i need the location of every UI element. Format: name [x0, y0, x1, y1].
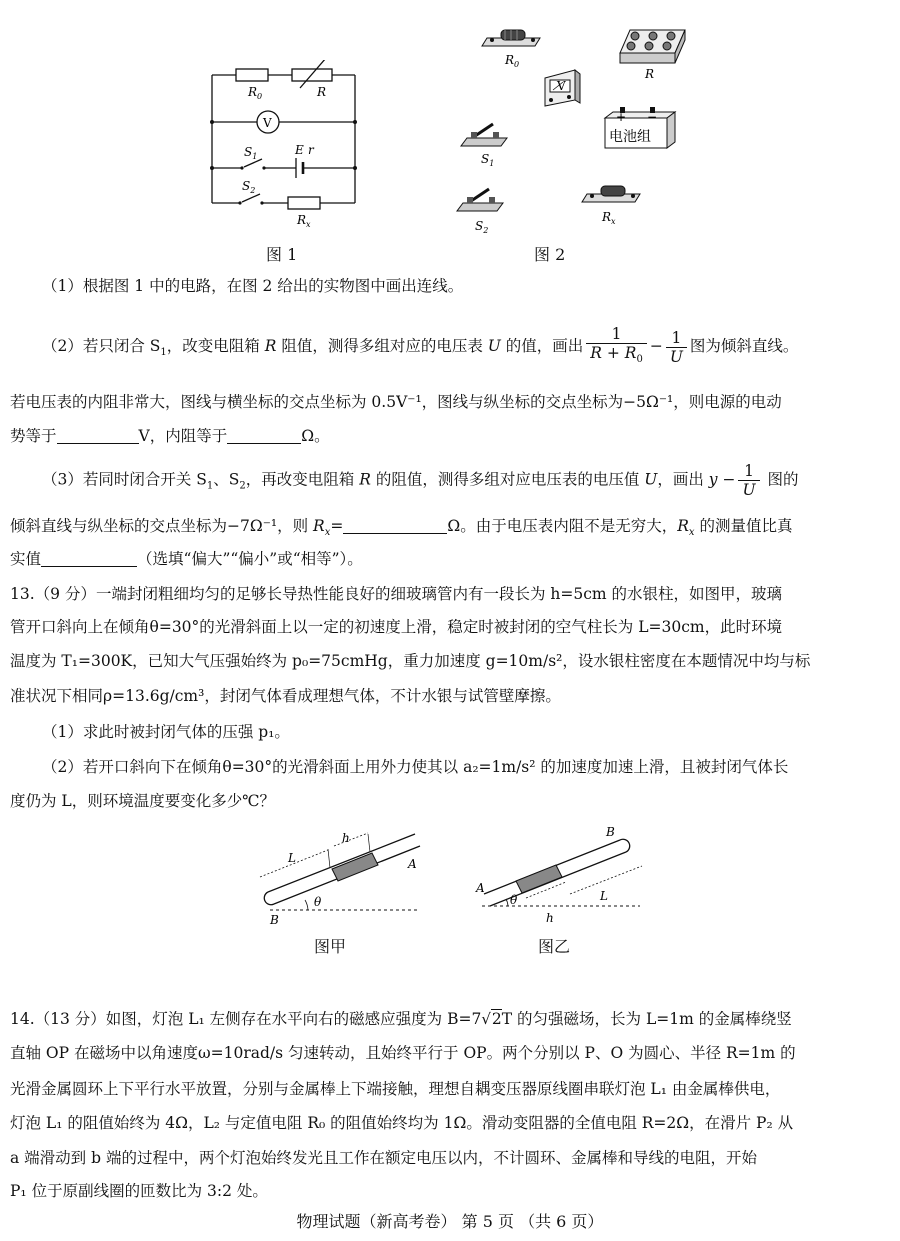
resistor-rx-component: [582, 186, 640, 202]
fig2-s2-label: $S_2$: [475, 219, 489, 233]
fig-jia-h-label: h: [342, 831, 350, 845]
fig1-voltmeter-label: V: [263, 116, 272, 130]
q13-line3: 温度为 T₁=300K，已知大气压强始终为 p₀=75cmHg，重力加速度 g=10m/s²，设水银柱密度在本题情况中均与标: [10, 652, 811, 670]
q14-line4: 灯泡 L₁ 的阻值始终为 4Ω，L₂ 与定值电阻 R₀ 的阻值始终均为 1Ω。滑动变阻器的全值电阻 R=2Ω，在滑片 P₂ 从: [10, 1114, 794, 1132]
q13-sub2-line1: （2）若开口斜向下在倾角θ=30°的光滑斜面上用外力使其以 a₂=1m/s² 的加速度加速上滑，且被封闭气体长: [42, 758, 789, 776]
fig2-voltmeter-label: V: [557, 79, 566, 93]
fig2-rx-label: $R_x$: [602, 210, 616, 226]
figure-2-caption: 图 2: [534, 245, 566, 264]
fig2-r-label: R: [645, 67, 655, 81]
emf-answer-blank[interactable]: [57, 427, 139, 444]
fig2-battery-plus: +: [616, 110, 627, 124]
fig1-r-internal-label: r: [308, 143, 314, 157]
q12-part3-line1: （3）若同时闭合开关 $S_1$、$S_2$，再改变电阻箱 R 的阻值，测得多组对应电压表的电压值 U，画出 y − $\frac{1}{U}$ 图的: [42, 462, 799, 499]
q14-line1: 14.（13 分）如图，灯泡 L₁ 左侧存在水平向右的磁感应强度为 B=7√2T 的匀强磁场，长为 L=1m 的金属棒绕竖: [10, 1010, 792, 1028]
figure-jia-tube-up: [250, 822, 430, 932]
q14-line6: P₁ 位于原副线圈的匝数比为 3:2 处。: [10, 1182, 268, 1200]
fraction-1-over-r-plus-r0: $\frac{1}{R + R_0}$: [586, 325, 647, 369]
fig1-s2-label: $S_2$: [242, 179, 256, 195]
q12-part2-line2: 若电压表的内阻非常大，图线与横坐标的交点坐标为 0.5V⁻¹，图线与纵坐标的交点坐标为−5Ω⁻¹，则电源的电动: [10, 393, 782, 411]
q14-line3: 光滑金属圆环上下平行水平放置，分别与金属棒上下端接触，理想自耦变压器原线圈串联灯泡 L₁ 由金属棒供电，: [10, 1080, 781, 1098]
switch-s1-component: [461, 124, 507, 146]
fig-yi-theta-label: θ: [510, 893, 518, 907]
fig1-rx-label: $R_x$: [297, 213, 311, 229]
figure-jia-caption: 图甲: [314, 937, 347, 956]
q13-line4: 准状况下相同ρ=13.6g/cm³，封闭气体看成理想气体，不计水银与试管壁摩擦。: [10, 687, 561, 705]
fig-jia-b-label: B: [270, 913, 279, 927]
fig2-s1-label: $S_1$: [481, 152, 495, 168]
figure-1-caption: 图 1: [266, 245, 298, 264]
internal-resistance-answer-blank[interactable]: [227, 427, 301, 444]
fig2-battery-label: 电池组: [609, 128, 651, 144]
q13-line2: 管开口斜向上在倾角θ=30°的光滑斜面上以一定的初速度上滑，稳定时被封闭的空气柱长为 L=30cm，此时环境: [10, 618, 783, 636]
figure-yi-caption: 图乙: [538, 937, 571, 956]
fig-yi-h-label: h: [546, 911, 554, 925]
q12-part2-line3: 势等于 V，内阻等于 Ω。: [10, 427, 330, 445]
resistance-box-r-component: [620, 30, 685, 63]
q12-part1: （1）根据图 1 中的电路，在图 2 给出的实物图中画出连线。: [42, 277, 464, 295]
q13-sub2-line2: 度仍为 L，则环境温度要变化多少℃？: [10, 792, 276, 810]
figure-2-components: [445, 8, 705, 233]
fig-yi-a-label: A: [476, 881, 485, 895]
fig1-r0-label: $R_0$: [248, 85, 263, 101]
fig2-r0-label: $R_0$: [505, 53, 520, 69]
fig1-e-label: E: [295, 143, 304, 157]
rx-answer-blank[interactable]: [343, 517, 447, 534]
fixed-resistor-r0-component: [482, 30, 540, 46]
switch-s2-component: [457, 189, 503, 211]
fig1-s1-label: $S_1$: [244, 145, 258, 161]
fig-yi-l-label: L: [600, 889, 608, 903]
q13-sub1: （1）求此时被封闭气体的压强 p₁。: [42, 723, 290, 741]
q14-line2: 直轴 OP 在磁场中以角速度ω=10rad/s 匀速转动，且始终平行于 OP。两个分别以 P、O 为圆心、半径 R=1m 的: [10, 1044, 796, 1062]
figure-1-circuit: [200, 60, 380, 240]
q12-part3-line3: 实值 （选填“偏大”“偏小”或“相等”）。: [10, 550, 363, 568]
fig-jia-theta-label: θ: [314, 895, 322, 909]
fig-jia-a-label: A: [408, 857, 417, 871]
fig-jia-l-label: L: [288, 851, 296, 865]
fig-yi-b-label: B: [606, 825, 615, 839]
fig1-r-label: R: [317, 85, 327, 99]
figure-yi-tube-down: [470, 822, 650, 932]
bias-answer-blank[interactable]: [41, 550, 137, 567]
q12-part3-line2: 倾斜直线与纵坐标的交点坐标为−7Ω⁻¹，则 $R_x= \Omega$。由于电压表内阻不是无穷大，$R_x$ 的测量值比真: [10, 517, 793, 539]
page-footer: 物理试题（新高考卷） 第 5 页 （共 6 页）: [296, 1212, 604, 1231]
fraction-1-over-u: $\frac{1}{U}$: [666, 329, 687, 366]
q13-line1: 13.（9 分）一端封闭粗细均匀的足够长导热性能良好的细玻璃管内有一段长为 h=5cm 的水银柱，如图甲，玻璃: [10, 585, 783, 603]
fig2-battery-minus: −: [647, 110, 658, 124]
q12-part2-line1: （2）若只闭合 $S_1$，改变电阻箱 R 阻值，测得多组对应的电压表 U 的值，画出 $\frac{1}{R + R_0}$ − $\frac{1}{U}$ 图为倾斜直线。: [42, 325, 900, 369]
fraction-1-over-u-part3: $\frac{1}{U}$: [738, 462, 759, 499]
q14-line5: a 端滑动到 b 端的过程中，两个灯泡始终发光且工作在额定电压以内，不计圆环、金属棒和导线的电阻，开始: [10, 1149, 757, 1167]
